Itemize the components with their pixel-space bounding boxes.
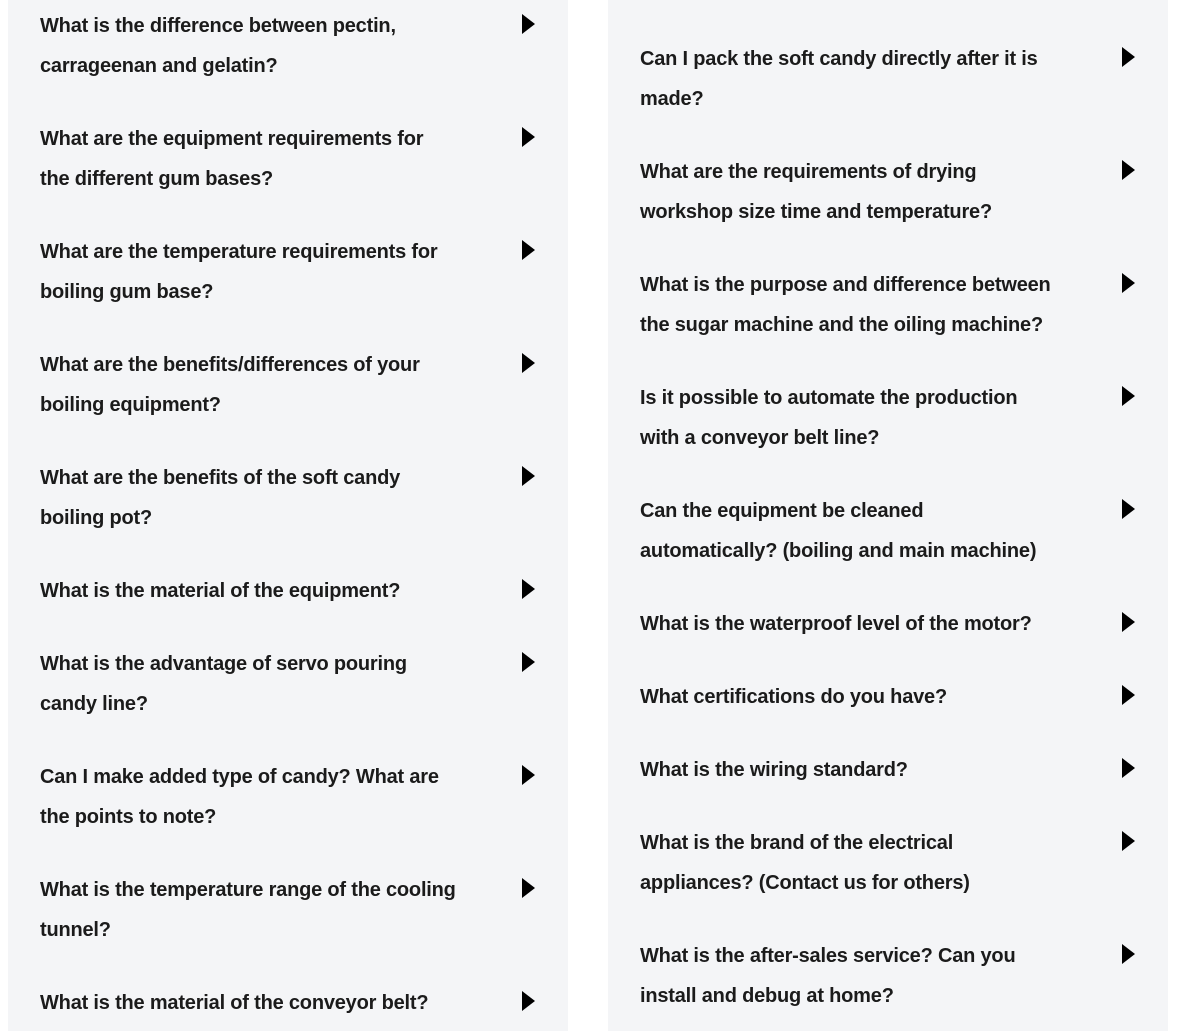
faq-item[interactable]: [640, 152, 1140, 232]
faq-question: What certifications do you have?: [640, 686, 947, 708]
faq-question: What are the benefits of the soft candy boiling pot?: [40, 467, 401, 529]
caret-right-icon[interactable]: [522, 765, 535, 785]
faq-question: What is the material of the conveyor belt?: [40, 992, 429, 1014]
faq-item[interactable]: [640, 936, 1140, 1016]
caret-right-icon[interactable]: [522, 991, 535, 1011]
faq-item[interactable]: [640, 265, 1140, 345]
faq-item[interactable]: [40, 119, 540, 199]
caret-right-icon[interactable]: [522, 652, 535, 672]
caret-right-icon[interactable]: [522, 127, 535, 147]
caret-right-icon[interactable]: [522, 353, 535, 373]
faq-question: What are the equipment requirements for the different gum bases?: [40, 128, 424, 190]
caret-right-icon[interactable]: [1122, 499, 1135, 519]
faq-question: What is the wiring standard?: [640, 759, 908, 781]
faq-question: Can I make added type of candy? What are the points to note?: [40, 766, 439, 828]
faq-item[interactable]: [640, 604, 1140, 644]
faq-question: What is the brand of the electrical appliances? (Contact us for others): [640, 832, 970, 894]
faq-item[interactable]: [640, 750, 1140, 790]
faq-item[interactable]: [40, 757, 540, 837]
faq-question: What are the temperature requirements for boiling gum base?: [40, 241, 438, 303]
caret-right-icon[interactable]: [1122, 758, 1135, 778]
faq-question: Can the equipment be cleaned automatically? (boiling and main machine): [640, 500, 1037, 562]
faq-question: Can I pack the soft candy directly after it is made?: [640, 48, 1038, 110]
faq-item[interactable]: [40, 458, 540, 538]
faq-item[interactable]: [40, 983, 540, 1023]
faq-item[interactable]: [40, 870, 540, 950]
faq-item[interactable]: [640, 823, 1140, 903]
faq-column-right: [608, 0, 1168, 1031]
caret-right-icon[interactable]: [1122, 47, 1135, 67]
faq-question: What is the advantage of servo pouring candy line?: [40, 653, 407, 715]
faq-column-left: [8, 0, 568, 1031]
caret-right-icon[interactable]: [522, 240, 535, 260]
faq-question: What is the material of the equipment?: [40, 580, 401, 602]
caret-right-icon[interactable]: [1122, 612, 1135, 632]
caret-right-icon[interactable]: [522, 878, 535, 898]
faq-item[interactable]: [640, 677, 1140, 717]
faq-item[interactable]: [640, 39, 1140, 119]
faq-question: What is the after-sales service? Can you install and debug at home?: [640, 945, 1016, 1007]
caret-right-icon[interactable]: [1122, 160, 1135, 180]
caret-right-icon[interactable]: [522, 466, 535, 486]
caret-right-icon[interactable]: [1122, 273, 1135, 293]
faq-question: What is the purpose and difference between the sugar machine and the oiling machine?: [640, 274, 1051, 336]
caret-right-icon[interactable]: [1122, 386, 1135, 406]
faq-item[interactable]: [40, 6, 540, 86]
faq-question: What is the temperature range of the cooling tunnel?: [40, 879, 456, 941]
caret-right-icon[interactable]: [522, 579, 535, 599]
caret-right-icon[interactable]: [1122, 831, 1135, 851]
faq-question: What is the difference between pectin, carrageenan and gelatin?: [40, 15, 396, 77]
faq-item[interactable]: [40, 232, 540, 312]
faq-item[interactable]: [40, 644, 540, 724]
caret-right-icon[interactable]: [1122, 944, 1135, 964]
faq-item[interactable]: [640, 378, 1140, 458]
faq-question: Is it possible to automate the production with a conveyor belt line?: [640, 387, 1018, 449]
caret-right-icon[interactable]: [1122, 685, 1135, 705]
faq-item[interactable]: [40, 571, 540, 611]
faq-question: What are the benefits/differences of your boiling equipment?: [40, 354, 420, 416]
faq-item[interactable]: [640, 491, 1140, 571]
faq-question: What is the waterproof level of the motor?: [640, 613, 1032, 635]
caret-right-icon[interactable]: [522, 14, 535, 34]
faq-question: What are the requirements of drying workshop size time and temperature?: [640, 161, 992, 223]
faq-item[interactable]: [40, 345, 540, 425]
